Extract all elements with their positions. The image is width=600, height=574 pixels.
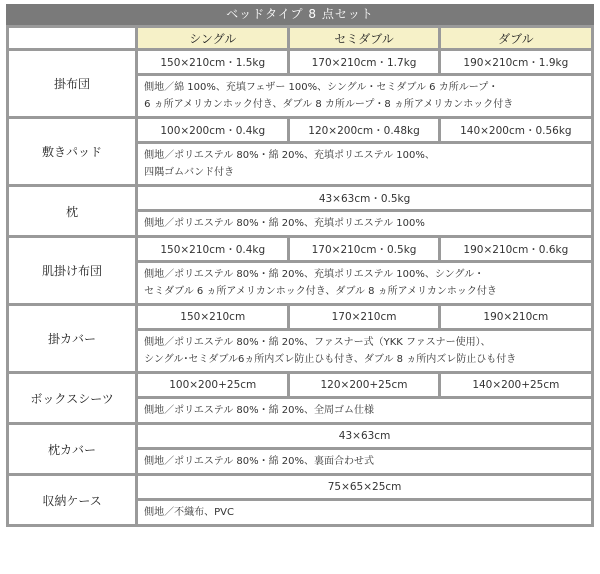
size-semi-double: 120×200cm・0.48kg — [290, 119, 437, 141]
item-name: ボックスシーツ — [9, 374, 135, 422]
description-line: 側地／ポリエステル 80%・綿 20%、充填ポリエステル 100%、シングル・ — [144, 269, 485, 280]
size-all: 43×63cm・0.5kg — [138, 187, 591, 209]
item-description — [138, 399, 591, 422]
item-description — [138, 263, 591, 303]
table-row — [9, 51, 591, 73]
item-name: 枕カバー — [9, 425, 135, 473]
item-description — [138, 331, 591, 371]
item-description — [138, 76, 591, 116]
item-name: 肌掛け布団 — [9, 238, 135, 303]
table-row — [9, 238, 591, 260]
description-line: 側地／ポリエステル 80%・綿 20%、充填ポリエステル 100%、 — [144, 150, 435, 161]
header-single: シングル — [138, 28, 287, 48]
header-double: ダブル — [441, 28, 591, 48]
header-semi-double: セミダブル — [290, 28, 437, 48]
size-single: 100×200+25cm — [138, 374, 287, 396]
item-name: 掛カバー — [9, 306, 135, 371]
table-row — [9, 374, 591, 396]
item-description — [138, 212, 591, 235]
header-row — [9, 28, 591, 48]
size-all: 75×65×25cm — [138, 476, 591, 498]
description-line: 6 ヵ所アメリカンホック付き、ダブル 8 カ所ループ・8 ヵ所アメリカンホック付き — [144, 99, 514, 110]
table-row — [9, 306, 591, 328]
item-name: 敷きパッド — [9, 119, 135, 184]
size-single: 150×210cm — [138, 306, 287, 328]
description-line: 側地／ポリエステル 80%・綿 20%、ファスナー式（YKK ファスナー使用）、 — [144, 337, 491, 348]
size-single: 150×210cm・0.4kg — [138, 238, 287, 260]
item-description — [138, 144, 591, 184]
description-line: 側地／ポリエステル 80%・綿 20%、裏面合わせ式 — [144, 456, 375, 467]
description-line: 側地／綿 100%、充填フェザー 100%、シングル・セミダブル 6 カ所ループ・ — [144, 82, 499, 93]
size-double: 140×200+25cm — [441, 374, 591, 396]
size-semi-double: 170×210cm・1.7kg — [290, 51, 437, 73]
item-name: 枕 — [9, 187, 135, 235]
size-all: 43×63cm — [138, 425, 591, 447]
size-double: 140×200cm・0.56kg — [441, 119, 591, 141]
table-row — [9, 476, 591, 498]
size-double: 190×210cm — [441, 306, 591, 328]
size-semi-double: 170×210cm — [290, 306, 437, 328]
size-single: 100×200cm・0.4kg — [138, 119, 287, 141]
description-line: 側地／ポリエステル 80%・綿 20%、充填ポリエステル 100% — [144, 218, 425, 229]
size-semi-double: 120×200+25cm — [290, 374, 437, 396]
size-double: 190×210cm・0.6kg — [441, 238, 591, 260]
size-double: 190×210cm・1.9kg — [441, 51, 591, 73]
item-name: 掛布団 — [9, 51, 135, 116]
table-title: ベッドタイプ 8 点セット — [6, 4, 594, 25]
header-blank-cell — [9, 28, 135, 48]
item-description — [138, 450, 591, 473]
description-line: 側地／不織布、PVC — [144, 507, 234, 518]
description-line: 四隅ゴムバンド付き — [144, 167, 235, 178]
spec-table — [6, 25, 594, 527]
table-row — [9, 187, 591, 209]
table-row — [9, 119, 591, 141]
table-row — [9, 425, 591, 447]
size-semi-double: 170×210cm・0.5kg — [290, 238, 437, 260]
description-line: シングル･セミダブル6ヵ所内ズレ防止ひも付き、ダブル 8 ヵ所内ズレ防止ひも付き — [144, 354, 517, 365]
description-line: 側地／ポリエステル 80%・綿 20%、全周ゴム仕様 — [144, 405, 375, 416]
item-name: 収納ケース — [9, 476, 135, 524]
description-line: セミダブル 6 ヵ所アメリカンホック付き、ダブル 8 ヵ所アメリカンホック付き — [144, 286, 497, 297]
spec-sheet — [6, 4, 594, 527]
size-single: 150×210cm・1.5kg — [138, 51, 287, 73]
item-description — [138, 501, 591, 524]
